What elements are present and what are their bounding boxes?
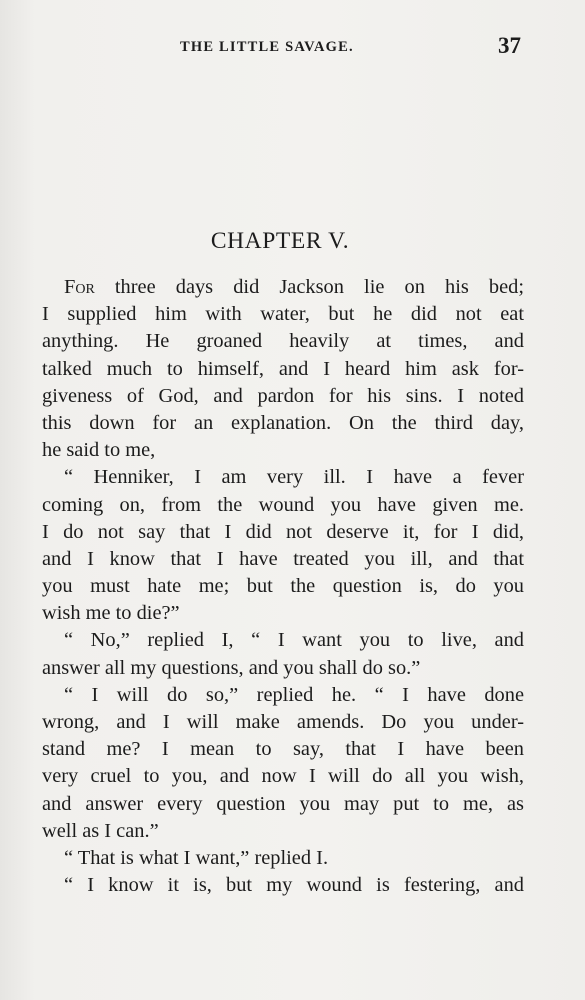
text-line: and I know that I have treated you ill, and that (42, 547, 524, 570)
text-line: and answer every question you may put to me, as (42, 792, 524, 815)
text-line (42, 274, 524, 301)
text-line: “ That is what I want,” replied I. (64, 846, 329, 869)
text-line: talked much to himself, and I heard him ask for- (42, 357, 524, 380)
text-line: wish me to die?” (42, 602, 180, 625)
text-line: he said to me, (42, 439, 156, 462)
opening-word: For (64, 276, 95, 298)
text-line: I supplied him with water, but he did not eat (42, 303, 524, 326)
text-line: well as I can.” (42, 819, 159, 842)
page-number: 37 (498, 33, 521, 58)
text-line: wrong, and I will make amends. Do you under- (42, 711, 524, 733)
text-line: very cruel to you, and now I will do all you wish, (42, 765, 524, 788)
text-line: I do not say that I did not deserve it, for I did, (42, 520, 524, 543)
text-line: “ Henniker, I am very ill. I have a fever (64, 466, 524, 489)
page-header (180, 33, 521, 63)
text-line: this down for an explanation. On the third day, (42, 411, 524, 434)
text-line: coming on, from the wound you have given me. (42, 493, 524, 516)
text-line: “ No,” replied I, “ I want you to live, and (64, 629, 524, 652)
text-line: stand me? I mean to say, that I have been (42, 738, 524, 761)
chapter-heading: CHAPTER V. (210, 228, 350, 254)
text-line: “ I know it is, but my wound is festering, and (64, 874, 524, 897)
opening-rest: three days did Jackson lie on his bed; (94, 276, 524, 298)
running-title: THE LITTLE SAVAGE. (180, 39, 354, 55)
text-line: anything. He groaned heavily at times, and (42, 330, 524, 353)
text-line: giveness of God, and pardon for his sins. I noted (42, 384, 524, 407)
text-line: you must hate me; but the question is, do you (42, 575, 524, 598)
text-line: “ I will do so,” replied he. “ I have done (64, 683, 524, 706)
body-text (42, 274, 524, 899)
text-line: answer all my questions, and you shall do so.” (42, 656, 421, 679)
